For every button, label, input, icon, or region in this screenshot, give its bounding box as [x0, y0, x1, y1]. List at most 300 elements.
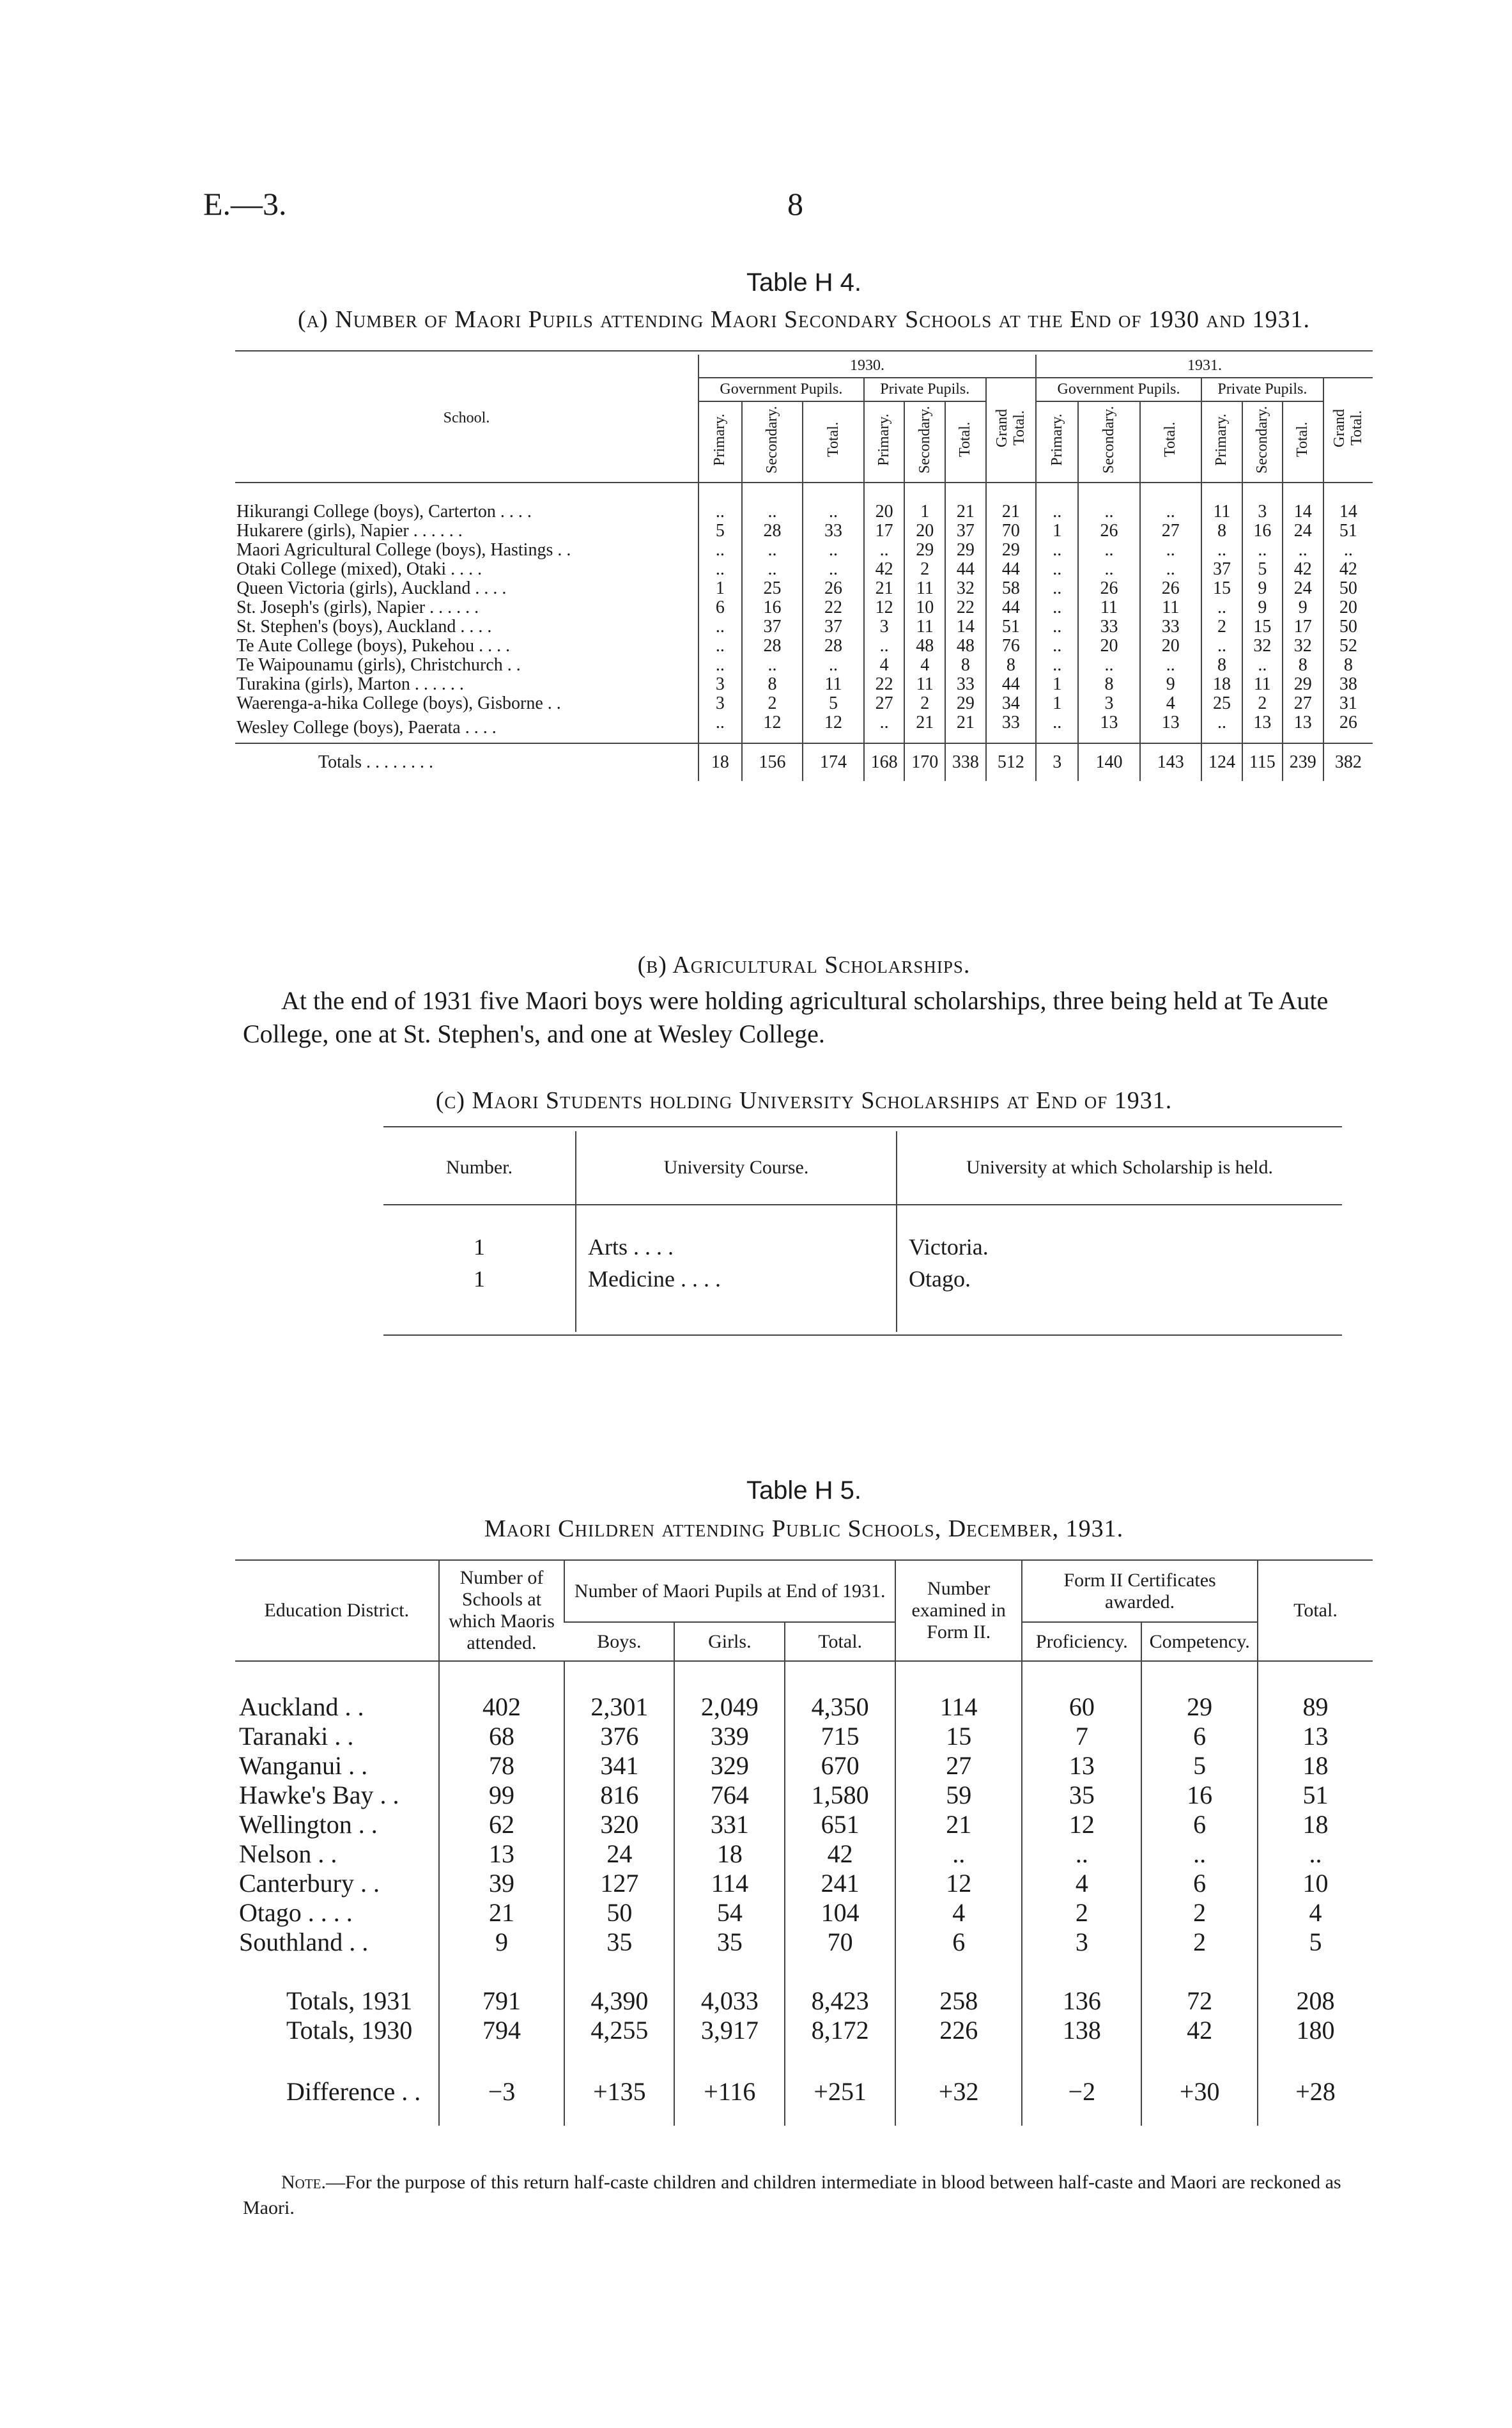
totals-label: Totals . . . . . . . . — [235, 743, 698, 781]
value-cell: 59 — [895, 1781, 1022, 1810]
school-name-cell: Maori Agricultural College (boys), Hastings . . — [236, 540, 571, 560]
number-cell: 1 — [474, 1234, 485, 1260]
value-cell: 48 — [945, 637, 986, 656]
value-cell: 44 — [945, 560, 986, 579]
value-cell: 21 — [439, 1898, 565, 1928]
value-cell: 376 — [564, 1722, 674, 1751]
school-name-cell: Queen Victoria (girls), Auckland . . . . — [236, 578, 507, 598]
value-cell: .. — [742, 483, 803, 522]
value-cell: .. — [698, 617, 742, 637]
sub-total: Total. — [1283, 401, 1323, 483]
totals-row — [235, 743, 1373, 781]
value-cell: 5 — [698, 522, 742, 541]
value-cell: .. — [1141, 1839, 1258, 1869]
footnote — [243, 2170, 1380, 2221]
value-cell: .. — [742, 560, 803, 579]
sub-total: Total. — [1140, 401, 1201, 483]
year-header-1931: 1931. — [1036, 355, 1373, 378]
value-cell: 9 — [1283, 598, 1323, 617]
value-cell: 5 — [1242, 560, 1283, 579]
table-h4-body — [235, 483, 1373, 781]
district-cell: Hawke's Bay . . — [239, 1781, 399, 1809]
value-cell: 35 — [564, 1928, 674, 1957]
value-cell: 3 — [1242, 483, 1283, 522]
value-cell: 50 — [1323, 579, 1373, 598]
value-cell: 3 — [864, 617, 905, 637]
value-cell: .. — [698, 656, 742, 675]
sub-primary: Primary. — [1201, 401, 1242, 483]
value-cell: 4 — [1140, 694, 1201, 713]
value-cell: .. — [803, 656, 864, 675]
value-cell: 28 — [803, 637, 864, 656]
value-cell: 37 — [945, 522, 986, 541]
value-cell: 4,033 — [674, 1957, 785, 2016]
value-cell: .. — [803, 483, 864, 522]
table-h4-title: Table H 4. — [746, 268, 862, 297]
district-cell: Nelson . . — [239, 1839, 337, 1868]
sub-primary: Primary. — [864, 401, 905, 483]
school-name-cell: Te Aute College (boys), Pukehou . . . . — [236, 636, 511, 656]
value-cell: 18 — [674, 1839, 785, 1869]
value-cell: 27 — [864, 694, 905, 713]
value-cell: 8 — [986, 656, 1036, 675]
table-row — [235, 656, 1373, 675]
value-cell: 32 — [1242, 637, 1283, 656]
header-proficiency: Proficiency. — [1022, 1622, 1141, 1661]
value-cell: 8 — [1201, 656, 1242, 675]
value-cell: 21 — [986, 483, 1036, 522]
value-cell: 8 — [1201, 522, 1242, 541]
table-row — [235, 694, 1373, 713]
table-row — [235, 1928, 1373, 1957]
value-cell: 1 — [1036, 522, 1078, 541]
agricultural-paragraph: At the end of 1931 five Maori boys were holding agricultural scholarships, three being held at Te Aute College, one at St. Stephen's, and one at Wesley College. — [243, 986, 1329, 1048]
value-cell: 3 — [1078, 694, 1139, 713]
table-h4 — [235, 355, 1373, 781]
value-cell: 22 — [803, 598, 864, 617]
table-row — [235, 1839, 1373, 1869]
value-cell: 339 — [674, 1722, 785, 1751]
value-cell: 29 — [904, 541, 945, 560]
value-cell: 72 — [1141, 1957, 1258, 2016]
value-cell: 5 — [803, 694, 864, 713]
value-cell: 1 — [1036, 694, 1078, 713]
table-row — [235, 1661, 1373, 1722]
value-cell: 62 — [439, 1810, 565, 1839]
school-name-cell: Turakina (girls), Marton . . . . . . — [236, 674, 464, 694]
value-cell: 51 — [986, 617, 1036, 637]
table-h5 — [235, 1559, 1373, 2126]
value-cell: 13 — [1140, 713, 1201, 743]
value-cell: 13 — [439, 1839, 565, 1869]
value-cell: 4 — [895, 1898, 1022, 1928]
year-header-1930: 1930. — [698, 355, 1036, 378]
value-cell: 20 — [1323, 598, 1373, 617]
value-cell: 2 — [1141, 1898, 1258, 1928]
value-cell: 29 — [1141, 1661, 1258, 1722]
table-h4-top-rule — [235, 350, 1373, 352]
sub-secondary: Secondary. — [742, 401, 803, 483]
value-cell: 114 — [674, 1869, 785, 1898]
value-cell: 12 — [1022, 1810, 1141, 1839]
difference-row — [235, 2045, 1373, 2126]
value-cell: 29 — [1283, 675, 1323, 694]
total-value-cell: 170 — [904, 743, 945, 781]
header-total: Total. — [785, 1622, 895, 1661]
value-cell: 27 — [1140, 522, 1201, 541]
value-cell: 18 — [1258, 1751, 1373, 1781]
value-cell: 37 — [742, 617, 803, 637]
table-row — [235, 1898, 1373, 1928]
value-cell: 50 — [564, 1898, 674, 1928]
school-name-cell: Otaki College (mixed), Otaki . . . . — [236, 559, 482, 579]
value-cell: 9 — [1140, 675, 1201, 694]
value-cell: 6 — [1141, 1810, 1258, 1839]
value-cell: 16 — [742, 598, 803, 617]
value-cell: 11 — [904, 617, 945, 637]
value-cell: +32 — [895, 2045, 1022, 2126]
total-value-cell: 512 — [986, 743, 1036, 781]
table-h4-caption: (a) Number of Maori Pupils attending Maori Secondary Schools at the End of 1930 and 1931. — [298, 306, 1310, 333]
value-cell: 29 — [945, 694, 986, 713]
header-number: Number. — [383, 1131, 576, 1205]
value-cell: .. — [1078, 560, 1139, 579]
value-cell: +30 — [1141, 2045, 1258, 2126]
value-cell: 8,423 — [785, 1957, 895, 2016]
value-cell: 60 — [1022, 1661, 1141, 1722]
group-private-1930: Private Pupils. — [864, 378, 986, 401]
value-cell: 37 — [803, 617, 864, 637]
value-cell: 10 — [1258, 1869, 1373, 1898]
value-cell: 791 — [439, 1957, 565, 2016]
sub-secondary: Secondary. — [904, 401, 945, 483]
value-cell: 180 — [1258, 2016, 1373, 2045]
value-cell: 4,390 — [564, 1957, 674, 2016]
district-cell: Taranaki . . — [239, 1722, 354, 1751]
value-cell: .. — [864, 637, 905, 656]
sub-primary: Primary. — [698, 401, 742, 483]
total-value-cell: 115 — [1242, 743, 1283, 781]
sub-total: Total. — [945, 401, 986, 483]
value-cell: .. — [1140, 541, 1201, 560]
value-cell: 13 — [1078, 713, 1139, 743]
value-cell: 15 — [1242, 617, 1283, 637]
value-cell: 1 — [698, 579, 742, 598]
school-name-cell: Te Waipounamu (girls), Christchurch . . — [236, 655, 521, 675]
total-value-cell: 168 — [864, 743, 905, 781]
value-cell: 11 — [1078, 598, 1139, 617]
value-cell: 208 — [1258, 1957, 1373, 2016]
value-cell: 20 — [904, 522, 945, 541]
value-cell: 6 — [1141, 1722, 1258, 1751]
value-cell: 320 — [564, 1810, 674, 1839]
value-cell: 14 — [1323, 483, 1373, 522]
total-value-cell: 382 — [1323, 743, 1373, 781]
value-cell: 3 — [1022, 1928, 1141, 1957]
value-cell: 764 — [674, 1781, 785, 1810]
value-cell: +135 — [564, 2045, 674, 2126]
value-cell: 12 — [864, 598, 905, 617]
value-cell: 38 — [1323, 675, 1373, 694]
header-course: University Course. — [576, 1131, 897, 1205]
value-cell: .. — [698, 637, 742, 656]
district-cell: Auckland . . — [239, 1692, 364, 1721]
value-cell: 2,301 — [564, 1661, 674, 1722]
value-cell: 35 — [674, 1928, 785, 1957]
value-cell: 138 — [1022, 2016, 1141, 2045]
value-cell: .. — [1140, 483, 1201, 522]
value-cell: .. — [1201, 541, 1242, 560]
value-cell: .. — [864, 541, 905, 560]
value-cell: 20 — [864, 483, 905, 522]
table-row — [235, 579, 1373, 598]
value-cell: 8 — [945, 656, 986, 675]
value-cell: .. — [1078, 483, 1139, 522]
value-cell: 58 — [986, 579, 1036, 598]
district-cell: Totals, 1930 — [286, 2016, 413, 2045]
page-number: 8 — [787, 186, 803, 222]
value-cell: .. — [1078, 656, 1139, 675]
table-row — [383, 1205, 1342, 1263]
footnote-text: —For the purpose of this return half-caste children and children intermediate in blood between half-caste and Maori are reckoned as Maori. — [243, 2172, 1341, 2218]
district-cell: Otago . . . . — [239, 1898, 353, 1927]
header-grand-total: Total. — [1258, 1560, 1373, 1661]
table-h5-caption: Maori Children attending Public Schools, December, 1931. — [484, 1515, 1124, 1542]
value-cell: 70 — [986, 522, 1036, 541]
value-cell: 6 — [1141, 1869, 1258, 1898]
value-cell: 2 — [1141, 1928, 1258, 1957]
value-cell: 42 — [1283, 560, 1323, 579]
sub-secondary: Secondary. — [1242, 401, 1283, 483]
value-cell: 136 — [1022, 1957, 1141, 2016]
value-cell: 12 — [803, 713, 864, 743]
value-cell: 13 — [1242, 713, 1283, 743]
value-cell: 16 — [1141, 1781, 1258, 1810]
table-row — [235, 637, 1373, 656]
table-row — [235, 560, 1373, 579]
value-cell: 5 — [1258, 1928, 1373, 1957]
value-cell: 22 — [864, 675, 905, 694]
value-cell: 3,917 — [674, 2016, 785, 2045]
value-cell: 2 — [904, 694, 945, 713]
agricultural-caption: (b) Agricultural Scholarships. — [637, 952, 971, 978]
value-cell: 29 — [945, 541, 986, 560]
table-row — [235, 598, 1373, 617]
value-cell: .. — [1242, 541, 1283, 560]
value-cell: 52 — [1323, 637, 1373, 656]
value-cell: 3 — [698, 675, 742, 694]
table-row — [235, 1722, 1373, 1751]
value-cell: 12 — [895, 1869, 1022, 1898]
value-cell: 44 — [986, 675, 1036, 694]
value-cell: 15 — [895, 1722, 1022, 1751]
value-cell: +116 — [674, 2045, 785, 2126]
value-cell: 14 — [945, 617, 986, 637]
value-cell: 51 — [1258, 1781, 1373, 1810]
value-cell: 33 — [1078, 617, 1139, 637]
value-cell: 4,350 — [785, 1661, 895, 1722]
value-cell: 25 — [1201, 694, 1242, 713]
value-cell: 9 — [439, 1928, 565, 1957]
value-cell: 6 — [895, 1928, 1022, 1957]
university-caption: (c) Maori Students holding University Scholarships at End of 1931. — [435, 1087, 1173, 1114]
value-cell: 31 — [1323, 694, 1373, 713]
value-cell: 25 — [742, 579, 803, 598]
group-government-1930: Government Pupils. — [698, 378, 864, 401]
value-cell: 18 — [1258, 1810, 1373, 1839]
table-row — [235, 1869, 1373, 1898]
value-cell: 2,049 — [674, 1661, 785, 1722]
value-cell: 50 — [1323, 617, 1373, 637]
value-cell: 258 — [895, 1957, 1022, 2016]
course-cell: Medicine . . . . — [576, 1263, 897, 1332]
value-cell: .. — [1323, 541, 1373, 560]
value-cell: 37 — [1201, 560, 1242, 579]
value-cell: 8,172 — [785, 2016, 895, 2045]
value-cell: 32 — [1283, 637, 1323, 656]
value-cell: 21 — [945, 483, 986, 522]
value-cell: 89 — [1258, 1661, 1373, 1722]
value-cell: 816 — [564, 1781, 674, 1810]
value-cell: 2 — [1022, 1898, 1141, 1928]
course-cell: Arts . . . . — [576, 1205, 897, 1263]
value-cell: .. — [1036, 483, 1078, 522]
value-cell: 24 — [1283, 579, 1323, 598]
value-cell: 3 — [698, 694, 742, 713]
table-h5-title: Table H 5. — [746, 1476, 862, 1504]
group-private-1931: Private Pupils. — [1201, 378, 1323, 401]
number-cell: 1 — [474, 1266, 485, 1292]
value-cell: 26 — [1140, 579, 1201, 598]
value-cell: 70 — [785, 1928, 895, 1957]
value-cell: 9 — [1242, 579, 1283, 598]
value-cell: .. — [1201, 598, 1242, 617]
value-cell: 402 — [439, 1661, 565, 1722]
value-cell: .. — [1140, 656, 1201, 675]
value-cell: 2 — [904, 560, 945, 579]
district-cell: Canterbury . . — [239, 1869, 380, 1898]
value-cell: 33 — [945, 675, 986, 694]
value-cell: 4 — [1258, 1898, 1373, 1928]
value-cell: .. — [1201, 637, 1242, 656]
totals-1930-row — [235, 2016, 1373, 2045]
value-cell: 42 — [1323, 560, 1373, 579]
value-cell: 715 — [785, 1722, 895, 1751]
table-row — [235, 541, 1373, 560]
value-cell: +251 — [785, 2045, 895, 2126]
header-pupils-group: Number of Maori Pupils at End of 1931. — [564, 1560, 895, 1622]
value-cell: −2 — [1022, 2045, 1141, 2126]
value-cell: 13 — [1283, 713, 1323, 743]
value-cell: .. — [698, 713, 742, 743]
value-cell: 48 — [904, 637, 945, 656]
value-cell: 18 — [1201, 675, 1242, 694]
value-cell: 104 — [785, 1898, 895, 1928]
table-row — [383, 1263, 1342, 1332]
value-cell: 42 — [1141, 2016, 1258, 2045]
value-cell: 20 — [1140, 637, 1201, 656]
value-cell: 34 — [986, 694, 1036, 713]
table-row — [235, 522, 1373, 541]
header-certificates-group: Form II Certificates awarded. — [1022, 1560, 1258, 1622]
total-value-cell: 239 — [1283, 743, 1323, 781]
header-examined: Number examined in Form II. — [895, 1560, 1022, 1661]
value-cell: 29 — [986, 541, 1036, 560]
school-name-cell: St. Stephen's (boys), Auckland . . . . — [236, 617, 492, 637]
value-cell: 27 — [895, 1751, 1022, 1781]
value-cell: 341 — [564, 1751, 674, 1781]
value-cell: 32 — [945, 579, 986, 598]
value-cell: .. — [803, 560, 864, 579]
value-cell: .. — [1140, 560, 1201, 579]
value-cell: 2 — [1242, 694, 1283, 713]
total-value-cell: 140 — [1078, 743, 1139, 781]
value-cell: 226 — [895, 2016, 1022, 2045]
value-cell: 11 — [803, 675, 864, 694]
value-cell: 1 — [904, 483, 945, 522]
value-cell: 35 — [1022, 1781, 1141, 1810]
school-name-cell: Wesley College (boys), Paerata . . . . — [236, 718, 497, 738]
total-value-cell: 3 — [1036, 743, 1078, 781]
value-cell: 33 — [803, 522, 864, 541]
value-cell: 15 — [1201, 579, 1242, 598]
value-cell: 21 — [895, 1810, 1022, 1839]
value-cell: 14 — [1283, 483, 1323, 522]
value-cell: 11 — [1140, 598, 1201, 617]
total-value-cell: 174 — [803, 743, 864, 781]
value-cell: 7 — [1022, 1722, 1141, 1751]
value-cell: .. — [1283, 541, 1323, 560]
district-cell: Wellington . . — [239, 1810, 378, 1839]
value-cell: 329 — [674, 1751, 785, 1781]
table-row — [235, 483, 1373, 522]
value-cell: 42 — [864, 560, 905, 579]
value-cell: 5 — [1141, 1751, 1258, 1781]
value-cell: 68 — [439, 1722, 565, 1751]
value-cell: 2 — [742, 694, 803, 713]
value-cell: 78 — [439, 1751, 565, 1781]
value-cell: 26 — [1078, 579, 1139, 598]
value-cell: 670 — [785, 1751, 895, 1781]
value-cell: −3 — [439, 2045, 565, 2126]
value-cell: 28 — [742, 522, 803, 541]
value-cell: .. — [698, 560, 742, 579]
university-top-rule — [383, 1126, 1342, 1127]
value-cell: .. — [698, 541, 742, 560]
value-cell: 33 — [1140, 617, 1201, 637]
totals-1931-row — [235, 1957, 1373, 2016]
value-cell: .. — [742, 541, 803, 560]
table-row — [235, 713, 1373, 743]
value-cell: 11 — [904, 675, 945, 694]
value-cell: .. — [1036, 579, 1078, 598]
value-cell: 26 — [1078, 522, 1139, 541]
value-cell: 8 — [742, 675, 803, 694]
school-name-cell: Waerenga-a-hika College (boys), Gisborne . . — [236, 693, 561, 713]
value-cell: 4 — [864, 656, 905, 675]
sub-primary: Primary. — [1036, 401, 1078, 483]
value-cell: 21 — [864, 579, 905, 598]
school-name-cell: Hukarere (girls), Napier . . . . . . — [236, 521, 463, 541]
header-competency: Competency. — [1141, 1622, 1258, 1661]
document-reference: E.—3. — [203, 186, 287, 222]
value-cell: 4 — [904, 656, 945, 675]
table-row — [235, 675, 1373, 694]
value-cell: 13 — [1022, 1751, 1141, 1781]
value-cell: .. — [742, 656, 803, 675]
value-cell: 9 — [1242, 598, 1283, 617]
value-cell: .. — [1078, 541, 1139, 560]
